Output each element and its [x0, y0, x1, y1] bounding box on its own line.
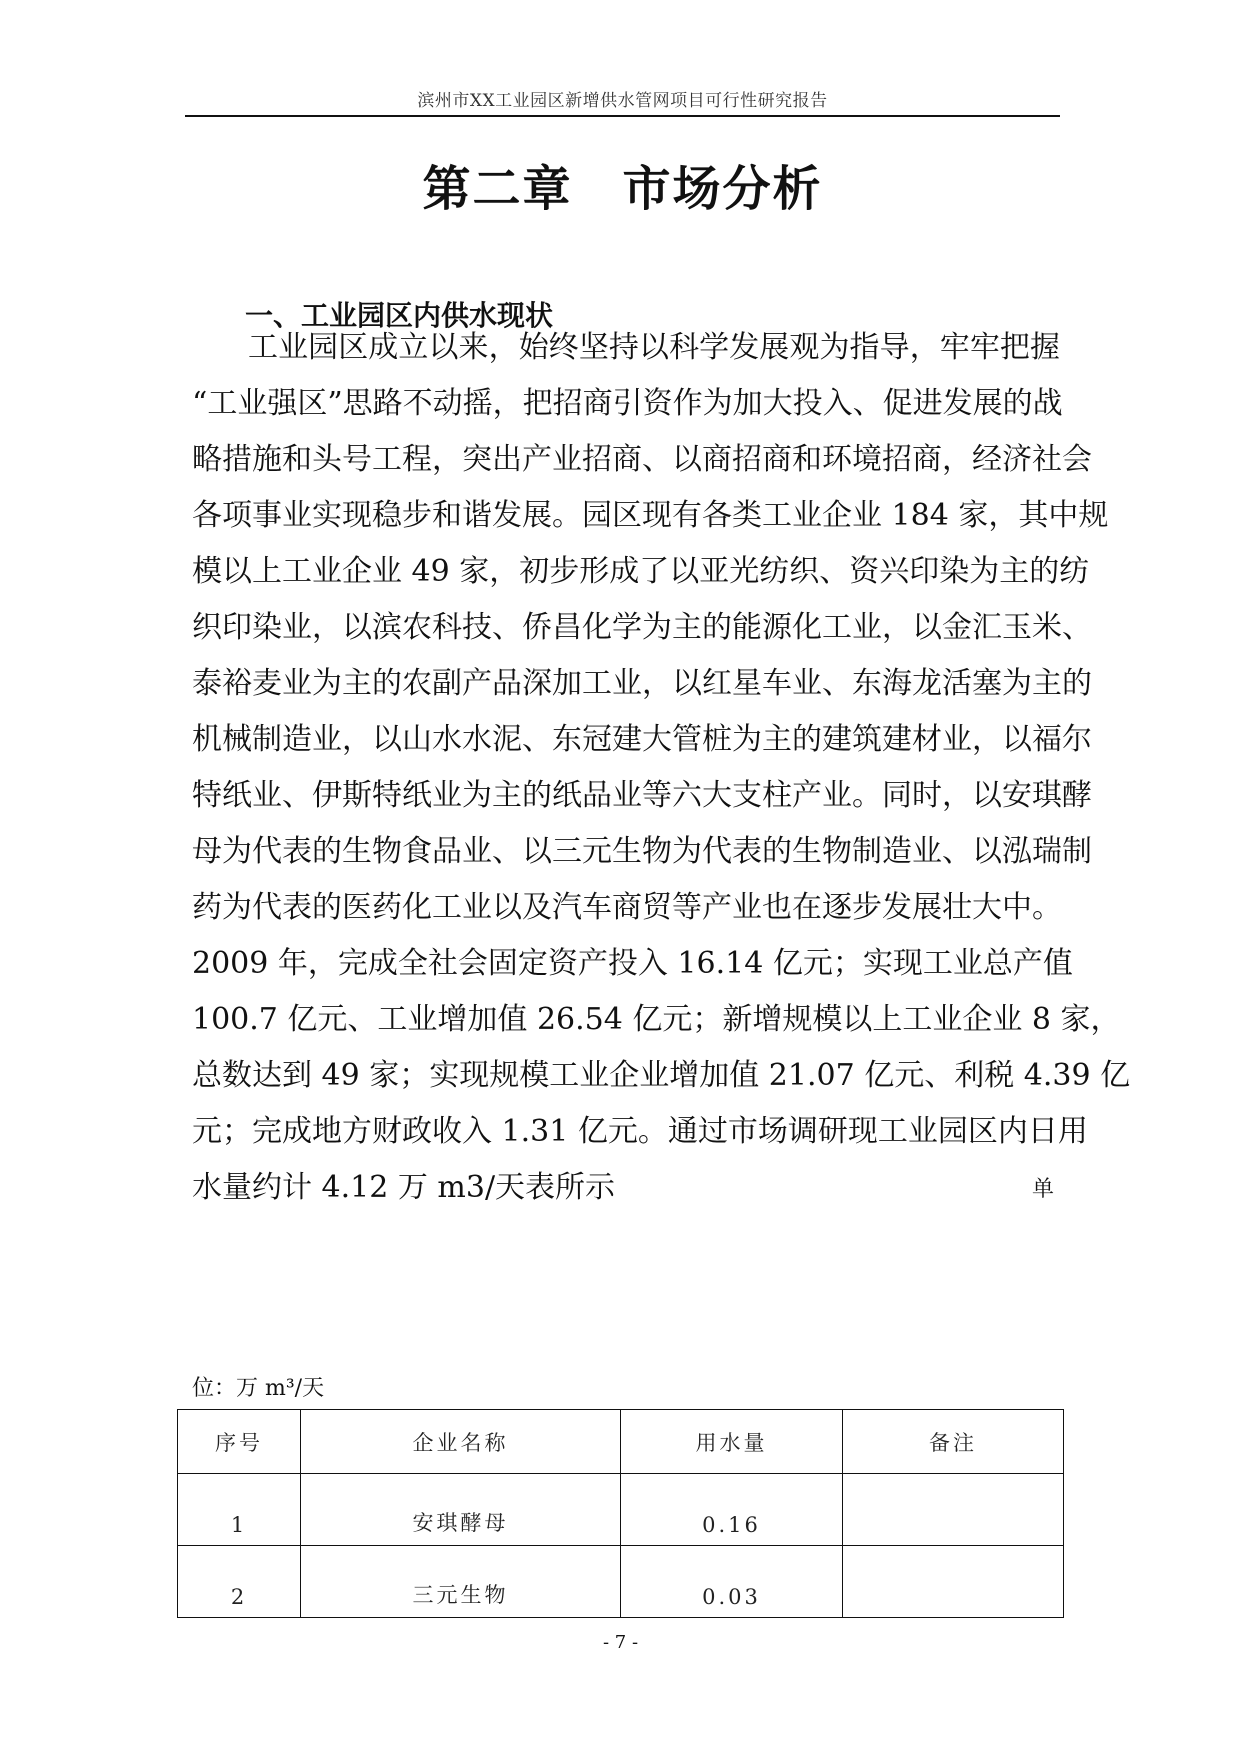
body-line: “工业强区”思路不动摇，把招商引资作为加大投入、促进发展的战 — [192, 386, 1063, 421]
table-header-cell: 企业名称 — [301, 1410, 621, 1474]
body-line: 总数达到 49 家；实现规模工业企业增加值 21.07 亿元、利税 4.39 亿 — [192, 1058, 1131, 1093]
table-cell: 安琪酵母 — [301, 1474, 621, 1546]
body-line: 母为代表的生物食品业、以三元生物为代表的生物制造业、以泓瑞制 — [192, 834, 1092, 869]
body-line: 各项事业实现稳步和谐发展。园区现有各类工业企业 184 家，其中规 — [192, 498, 1109, 533]
body-line: 略措施和头号工程，突出产业招商、以商招商和环境招商，经济社会 — [192, 442, 1092, 477]
body-line: 泰裕麦业为主的农副产品深加工业，以红星车业、东海龙活塞为主的 — [192, 666, 1092, 701]
table-cell — [843, 1546, 1064, 1618]
unit-label: 位：万 m³/天 — [192, 1376, 325, 1401]
table-cell: 三元生物 — [301, 1546, 621, 1618]
table-header-row — [178, 1410, 1064, 1474]
body-line: 2009 年，完成全社会固定资产投入 16.14 亿元；实现工业总产值 — [192, 946, 1073, 981]
table-row — [178, 1474, 1064, 1546]
body-line: 100.7 亿元、工业增加值 26.54 亿元；新增规模以上工业企业 8 家， — [192, 1002, 1121, 1037]
body-line: 水量约计 4.12 万 m3/天表所示 — [192, 1170, 616, 1205]
table-header-cell: 备注 — [843, 1410, 1064, 1474]
body-line: 织印染业，以滨农科技、侨昌化学为主的能源化工业，以金汇玉米、 — [192, 610, 1092, 645]
unit-label-tail: 单 — [1032, 1177, 1055, 1202]
section-heading: 一、工业园区内供水现状 — [245, 299, 554, 332]
body-line: 特纸业、伊斯特纸业为主的纸品业等六大支柱产业。同时，以安琪酵 — [192, 778, 1092, 813]
page-number: - 7 - — [602, 1632, 639, 1653]
table-cell: 1 — [178, 1474, 301, 1546]
body-line: 药为代表的医药化工业以及汽车商贸等产业也在逐步发展壮大中。 — [192, 890, 1062, 925]
table-row — [178, 1546, 1064, 1618]
body-line: 元；完成地方财政收入 1.31 亿元。通过市场调研现工业园区内日用 — [192, 1114, 1088, 1149]
body-line: 工业园区成立以来，始终坚持以科学发展观为指导，牢牢把握 — [248, 330, 1060, 365]
table-cell: 2 — [178, 1546, 301, 1618]
body-line: 模以上工业企业 49 家，初步形成了以亚光纺织、资兴印染为主的纺 — [192, 554, 1090, 589]
table-cell — [843, 1474, 1064, 1546]
table-cell: 0.03 — [621, 1546, 843, 1618]
body-line: 机械制造业，以山水水泥、东冠建大管桩为主的建筑建材业，以福尔 — [192, 722, 1092, 757]
water-usage-table — [177, 1409, 1064, 1618]
header-rule — [185, 115, 1060, 117]
chapter-title: 第二章 市场分析 — [422, 161, 823, 217]
table-cell: 0.16 — [621, 1474, 843, 1546]
running-header: 滨州市XX工业园区新增供水管网项目可行性研究报告 — [417, 91, 828, 111]
table-header-cell: 用水量 — [621, 1410, 843, 1474]
table-header-cell: 序号 — [178, 1410, 301, 1474]
